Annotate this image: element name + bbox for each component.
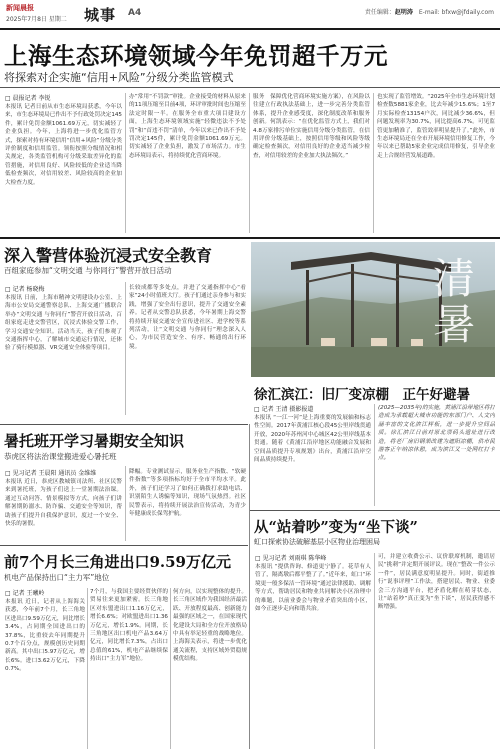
xuhui-column-1: 本报讯 “一江一河”是上海重要的发展轴和标志性空间。2017年黄浦江核心段45公里岸线贯通开放，2020年苏州河中心城区42公里岸线基本贯通。随着《黄浦江沿岸地区功能融合发展和空间品质提升专项规划》出台，黄浦江沿岸空间品质持续提升。 <box>254 415 371 464</box>
column-rule <box>374 553 375 749</box>
sitting-headline: 从“站着吵”变为“坐下谈” <box>254 519 418 536</box>
column-rule <box>373 93 374 233</box>
divider <box>0 424 248 425</box>
riverside-pavilion-photo <box>251 242 495 377</box>
summer-byline: □ 见习记者 王晨阳 通讯员 金维维 <box>5 470 97 477</box>
editor-info <box>365 7 494 16</box>
police-byline: □ 记者 杨晓梅 <box>5 286 45 293</box>
summer-headline: 暑托班开学习暑期安全知识 <box>4 432 185 450</box>
summer-subhead: 恭虎区将法治课堂搬进爱心暑托班 <box>4 452 117 461</box>
lead-subhead: 将探索对企实施“信用+风险”分级分类监管模式 <box>4 71 234 84</box>
masthead <box>0 0 500 30</box>
divider <box>0 87 500 88</box>
column-rule <box>374 404 375 506</box>
summer-column-1: 本报讯 近日，恭虎区教城镇司法所、社区民警来到暑托班，为孩子们送上一堂暑期法治课。通过互动问答、情景模拟等方式，向孩子们讲解暑期防溺水、防诈骗、交通安全等知识，帮助孩子们提升自我保护意识，度过一个安全、快乐的暑假。 <box>5 479 122 528</box>
economy-headline: 前7个月长三角进出口9.59万亿元 <box>4 553 231 571</box>
column-rule <box>125 466 126 541</box>
lead-byline: □ 晨报记者 李锐 <box>5 95 51 102</box>
lead-column-2: 办”常用“不罚款”审批。企业接受的材料从原来的11项压缩至目前4项，环评审批时间也压缩至法定时限一半。在服务全市重大项目建设方面，上海生态环境领域实施“轻微违法不予处罚”和“首违不罚”清单，今年以来已作出不予处罚决定145件，累计免罚金额1061.69万元。切实减轻了企业负担，激发了市场活力。市生态环境局表示，将持续优化营商环境。 <box>129 94 246 159</box>
issue-date: 2025年7月8日 星期二 <box>6 16 67 23</box>
page-number: A4 <box>128 8 142 18</box>
editor-label: 责任编辑： <box>364 9 395 16</box>
police-column-1: 本报讯 日前，上海市精神文明建设办公室、上海市公安局交通警察总队、上海交通广播联合举办“文明交通 与你同行”警营开放日活动，百组家庭走进交警营区，沉浸式体验交警工作，学习交通安全知识。活动当天，孩子们参观了交通指挥中心，了解城市交通运行情况，还体验了骑行模拟器、VR交通安全体验等项目。 <box>5 295 122 352</box>
police-subhead: 百组家庭参加“文明交通 与你同行”警营开放日活动 <box>4 266 172 275</box>
photo-caption-char-1: 清 <box>432 254 475 303</box>
economy-column-3: 何方向，以实现整体的提升。长三角区域作为我国经济最活跃、开放程度最高、创新能力最强的区域之一，在国家现代化建设大局和全方位开放格局中具有举足轻重的战略地位。上海海关表示，将进一步优化通关流程，支持区域外贸稳规模优结构。 <box>173 589 247 663</box>
section-divider <box>0 237 500 239</box>
divider <box>0 545 248 546</box>
police-column-2: 长较成都等多处点，并进了交通指挥中心“看家”24小时值班大厅。孩子们通过亲身参与和实践，增强了安全出行意识，提升了交通安全素养。记者从交警总队获悉，今年暑期上海交警将持续开展交通安全宣传进社区、进学校等系列活动，让“文明交通 与你同行”理念深入人心，为市民营造安全、有序、畅通的出行环境。 <box>129 285 246 350</box>
sitting-column-1: 本报讯 “提供咨询、修道更宁静了。花草有人管了，隔离墩后都平整了了。”近年来，虹口“环境更一般多保洁一管环境”通过法律援助、调解等方式，帮助居民和物业共同解决小区治理中的难题，以前业委会与物业矛盾突出的小区，如今正逐步走向和谐共治。 <box>255 564 371 613</box>
sitting-subhead: 虹口探索协法破解基层小区物业治理困局 <box>254 538 380 546</box>
paper-name: 新闻晨报 <box>6 4 34 12</box>
lead-column-4: 也实现了监管增效。“2025年全市生态环境计划检查数5881家企业，比去年减少15.6%；1至7月实际检查13154户次，同比减少36.6%，但问题发现率为30.7%，同比提高6.7%。可见监管更加精准了，监管效率明显提升了。”此外，市生态环境局还在全市开展环境信用修复工作，今年以来已帮助5家企业完成信用修复，引导企业走上合规经营发展道路。 <box>377 94 495 159</box>
xuhui-byline: □ 记者 王清 摄影报道 <box>254 406 314 413</box>
editor-email: E-mail: bfxw@jfdaily.com <box>418 9 494 16</box>
column-rule <box>249 93 250 233</box>
economy-column-2: 7个月，与我国主要经贸伙伴的贸易往来更加紧密。长三角地区对东盟进出口1.16万亿元，增长6.6%；对欧盟进出口1.36万亿元，增长1.9%。同期，长三角地区出口机电产品3.64万亿元，同比增长7.3%，占出口总值的61%，机电产品继续保持出口“主力军”地位。 <box>90 589 168 663</box>
economy-byline: □ 记者 王曦岭 <box>5 590 45 597</box>
lead-column-3: 服务 保障优化营商环境实施方案），在风险以往建立行政执法基础上，进一步完善分类监管体系，提升企业感受度，深化制度改革和服务创新。何凯表示：“在优化监管方式上，我们对4.8万家排污单位实施信用分级分类监管，在信用评价分级基础上，按照信用等级和风险等级确定检查频次，对信用良好的企业适当减少检查，对信用较差的企业加大执法频次。” <box>253 94 370 159</box>
column-rule <box>170 588 171 749</box>
xuhui-headline: 徐汇滨江：旧厂变凉棚 正午好避暑 <box>254 387 470 403</box>
police-headline: 深入警营体验沉浸式安全教育 <box>4 246 213 265</box>
economy-column-1: 本报讯 近日，记者从上海海关获悉，今年前7个月，长三角地区进出口9.59万亿元，同比增长3.4%，占同期全国进出口的37.8%，比重较去年同期提升0.7个百分点，规模创历史同期新高。其中出口5.97万亿元，增长6%。进口3.62万亿元，下降0.7%。 <box>5 599 85 673</box>
sitting-byline: □ 见习记者 刘雨琪 陈华峰 <box>255 555 327 562</box>
lead-headline: 上海生态环境领域今年免罚超千万元 <box>4 42 388 70</box>
divider <box>250 510 500 511</box>
editor-name: 赵明涛 <box>394 9 413 16</box>
lead-column-1: 本报讯 记者日前从市生态环境局获悉，今年以来，市生态环境局已作出不予行政处罚决定145件，累计免罚金额1061.69万元，切实减轻了企业负担。今年，上海将进一步优化监管方式，探索对持有环境信用“信用+风险”分级分类评价制度和信用监管。领衔按照分级情况和相关规定，各类监管机构可分级采取差异化的监管措施，对信用良好、风险较低的企业适当降低检查频次，对信用较差、风险较高的企业加大检查力度。 <box>5 104 122 186</box>
xuhui-column-2: (2025—2035年)的实施，黄浦江沿岸地区将打造成为承载超大城市功能的东部门户、人文内涵丰富的文化滨江样板，进一步提升空间品质。徐汇滨江日前对原北票码头遗址进行改造，将老厂房旧钢架改建为遮阳凉棚，供市民游客正午纳凉休憩，成为滨江又一处网红打卡点。 <box>378 405 495 462</box>
economy-subhead: 机电产品保持出口“主力军”地位 <box>4 573 110 582</box>
section-title: 城事 <box>84 6 117 24</box>
column-rule <box>125 282 126 415</box>
column-rule <box>87 588 88 749</box>
photo-caption-char-2: 暑 <box>432 300 475 349</box>
page-column-divider <box>249 424 250 749</box>
column-rule <box>125 93 126 233</box>
summer-column-2: 降幅。专业测试显示，服务业生产指数、“软硬件指数”等多项指标均好于全市平均水平。此外，孩子们还学习了如何正确拨打求助电话、识别陌生人诱骗等知识，现场气氛热烈。社区民警表示，将持续开展法治宣传活动，为青少年健康成长保驾护航。 <box>129 469 246 518</box>
sitting-column-2: 可，并建立收费公示、议价联席机制，邀请居民“挑刺”并定期开展评议。现在“整改一件公示一件”，居民满意度明显提升。同时，街道推行“说事评理”工作法，搭建居民、物业、业委会三方沟通平台，把矛盾化解在萌芽状态，让“站着吵”真正变为“坐下谈”，居民获得感不断增强。 <box>378 554 495 611</box>
